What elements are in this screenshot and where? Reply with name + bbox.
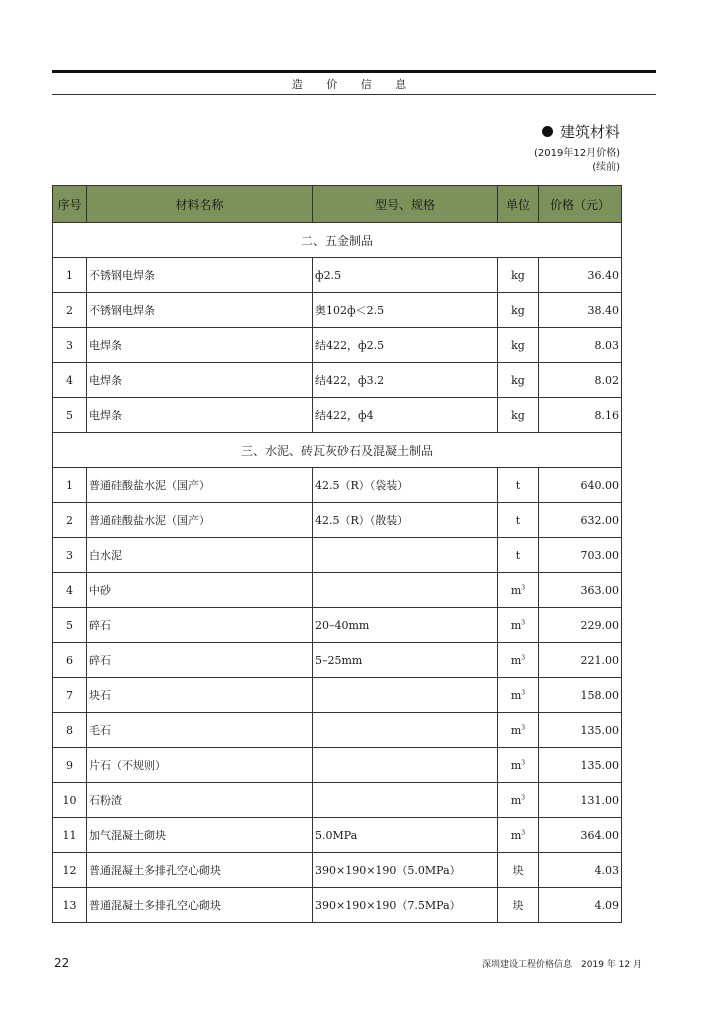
material-spec: 5–25mm <box>313 643 498 678</box>
col-header-price: 价格（元） <box>539 186 622 223</box>
row-number: 10 <box>53 783 87 818</box>
material-spec: 42.5（R）（散装） <box>313 503 498 538</box>
table-row <box>53 608 622 643</box>
material-unit: kg <box>498 328 539 363</box>
material-spec: 42.5（R）（袋装） <box>313 468 498 503</box>
material-unit: 块 <box>498 853 539 888</box>
table-row <box>53 853 622 888</box>
col-header-unit: 单位 <box>498 186 539 223</box>
material-spec: ф2.5 <box>313 258 498 293</box>
table-body <box>53 223 622 923</box>
material-spec <box>313 748 498 783</box>
material-price: 131.00 <box>539 783 622 818</box>
material-price: 8.02 <box>539 363 622 398</box>
material-price: 4.03 <box>539 853 622 888</box>
material-price: 8.03 <box>539 328 622 363</box>
material-spec: 390×190×190（7.5MPa） <box>313 888 498 923</box>
material-unit: t <box>498 538 539 573</box>
material-spec <box>313 538 498 573</box>
col-header-no: 序号 <box>53 186 87 223</box>
material-name: 毛石 <box>87 713 313 748</box>
material-unit: $m^3$ <box>498 748 539 783</box>
material-name: 块石 <box>87 678 313 713</box>
bullet-icon <box>542 126 553 137</box>
material-price: 135.00 <box>539 713 622 748</box>
material-name: 普通混凝土多排孔空心砌块 <box>87 853 313 888</box>
table-row <box>53 468 622 503</box>
material-spec <box>313 783 498 818</box>
section-title <box>542 121 620 142</box>
material-unit: t <box>498 468 539 503</box>
table-row <box>53 678 622 713</box>
table-row <box>53 293 622 328</box>
row-number: 1 <box>53 258 87 293</box>
publication-footer: 深圳建设工程价格信息 2019 年 12 月 <box>482 960 642 970</box>
material-unit: $m^3$ <box>498 573 539 608</box>
table-row <box>53 888 622 923</box>
material-price: 703.00 <box>539 538 622 573</box>
material-price: 221.00 <box>539 643 622 678</box>
material-name: 加气混凝土砌块 <box>87 818 313 853</box>
material-unit: $m^3$ <box>498 643 539 678</box>
table-row <box>53 538 622 573</box>
table-row <box>53 328 622 363</box>
material-price: 4.09 <box>539 888 622 923</box>
row-number: 9 <box>53 748 87 783</box>
material-unit: $m^3$ <box>498 608 539 643</box>
category-title: 三、水泥、砖瓦灰砂石及混凝土制品 <box>53 433 622 468</box>
table-header-row <box>53 186 622 223</box>
price-table <box>52 185 622 923</box>
row-number: 4 <box>53 573 87 608</box>
row-number: 6 <box>53 643 87 678</box>
material-spec <box>313 678 498 713</box>
material-name: 电焊条 <box>87 398 313 433</box>
col-header-name: 材料名称 <box>87 186 313 223</box>
table-row <box>53 363 622 398</box>
table-row <box>53 643 622 678</box>
table-row <box>53 818 622 853</box>
table-row <box>53 398 622 433</box>
material-unit: $m^3$ <box>498 678 539 713</box>
table-row <box>53 573 622 608</box>
material-price: 36.40 <box>539 258 622 293</box>
material-price: 640.00 <box>539 468 622 503</box>
material-price: 38.40 <box>539 293 622 328</box>
material-spec: 结422，ф2.5 <box>313 328 498 363</box>
row-number: 13 <box>53 888 87 923</box>
material-name: 电焊条 <box>87 363 313 398</box>
material-name: 中砂 <box>87 573 313 608</box>
material-name: 片石（不规则） <box>87 748 313 783</box>
table-row <box>53 258 622 293</box>
material-spec: 奥102ф＜2.5 <box>313 293 498 328</box>
top-rule <box>52 70 656 73</box>
section-subtitle <box>534 147 620 175</box>
material-unit: kg <box>498 293 539 328</box>
row-number: 5 <box>53 398 87 433</box>
row-number: 8 <box>53 713 87 748</box>
continued-note: (续前) <box>592 162 620 173</box>
material-name: 碎石 <box>87 608 313 643</box>
category-row <box>53 223 622 258</box>
material-price: 158.00 <box>539 678 622 713</box>
material-unit: kg <box>498 363 539 398</box>
header-title: 造 价 信 息 <box>291 78 417 91</box>
material-spec: 结422，ф4 <box>313 398 498 433</box>
col-header-spec: 型号、规格 <box>313 186 498 223</box>
material-price: 229.00 <box>539 608 622 643</box>
row-number: 7 <box>53 678 87 713</box>
material-spec <box>313 573 498 608</box>
table-row <box>53 783 622 818</box>
material-unit: 块 <box>498 888 539 923</box>
table-row <box>53 503 622 538</box>
material-name: 普通硅酸盐水泥（国产） <box>87 503 313 538</box>
material-name: 石粉渣 <box>87 783 313 818</box>
material-name: 普通硅酸盐水泥（国产） <box>87 468 313 503</box>
material-name: 电焊条 <box>87 328 313 363</box>
row-number: 4 <box>53 363 87 398</box>
price-date: (2019年12月价格) <box>534 148 620 159</box>
material-name: 不锈钢电焊条 <box>87 258 313 293</box>
material-name: 白水泥 <box>87 538 313 573</box>
material-unit: $m^3$ <box>498 818 539 853</box>
row-number: 5 <box>53 608 87 643</box>
row-number: 2 <box>53 503 87 538</box>
page-number: 22 <box>54 956 70 970</box>
table-row <box>53 713 622 748</box>
material-unit: t <box>498 503 539 538</box>
material-spec: 390×190×190（5.0MPa） <box>313 853 498 888</box>
material-spec: 结422，ф3.2 <box>313 363 498 398</box>
row-number: 12 <box>53 853 87 888</box>
material-price: 363.00 <box>539 573 622 608</box>
row-number: 3 <box>53 328 87 363</box>
category-title: 二、五金制品 <box>53 223 622 258</box>
material-name: 碎石 <box>87 643 313 678</box>
material-name: 普通混凝土多排孔空心砌块 <box>87 888 313 923</box>
row-number: 11 <box>53 818 87 853</box>
material-price: 135.00 <box>539 748 622 783</box>
material-name: 不锈钢电焊条 <box>87 293 313 328</box>
material-unit: $m^3$ <box>498 713 539 748</box>
material-price: 8.16 <box>539 398 622 433</box>
material-price: 364.00 <box>539 818 622 853</box>
header-rule <box>52 94 656 95</box>
material-unit: kg <box>498 398 539 433</box>
section-title-text: 建筑材料 <box>559 123 620 141</box>
row-number: 2 <box>53 293 87 328</box>
material-spec <box>313 713 498 748</box>
material-unit: kg <box>498 258 539 293</box>
material-spec: 5.0MPa <box>313 818 498 853</box>
category-row <box>53 433 622 468</box>
row-number: 1 <box>53 468 87 503</box>
material-spec: 20–40mm <box>313 608 498 643</box>
material-price: 632.00 <box>539 503 622 538</box>
row-number: 3 <box>53 538 87 573</box>
material-unit: $m^3$ <box>498 783 539 818</box>
table-row <box>53 748 622 783</box>
